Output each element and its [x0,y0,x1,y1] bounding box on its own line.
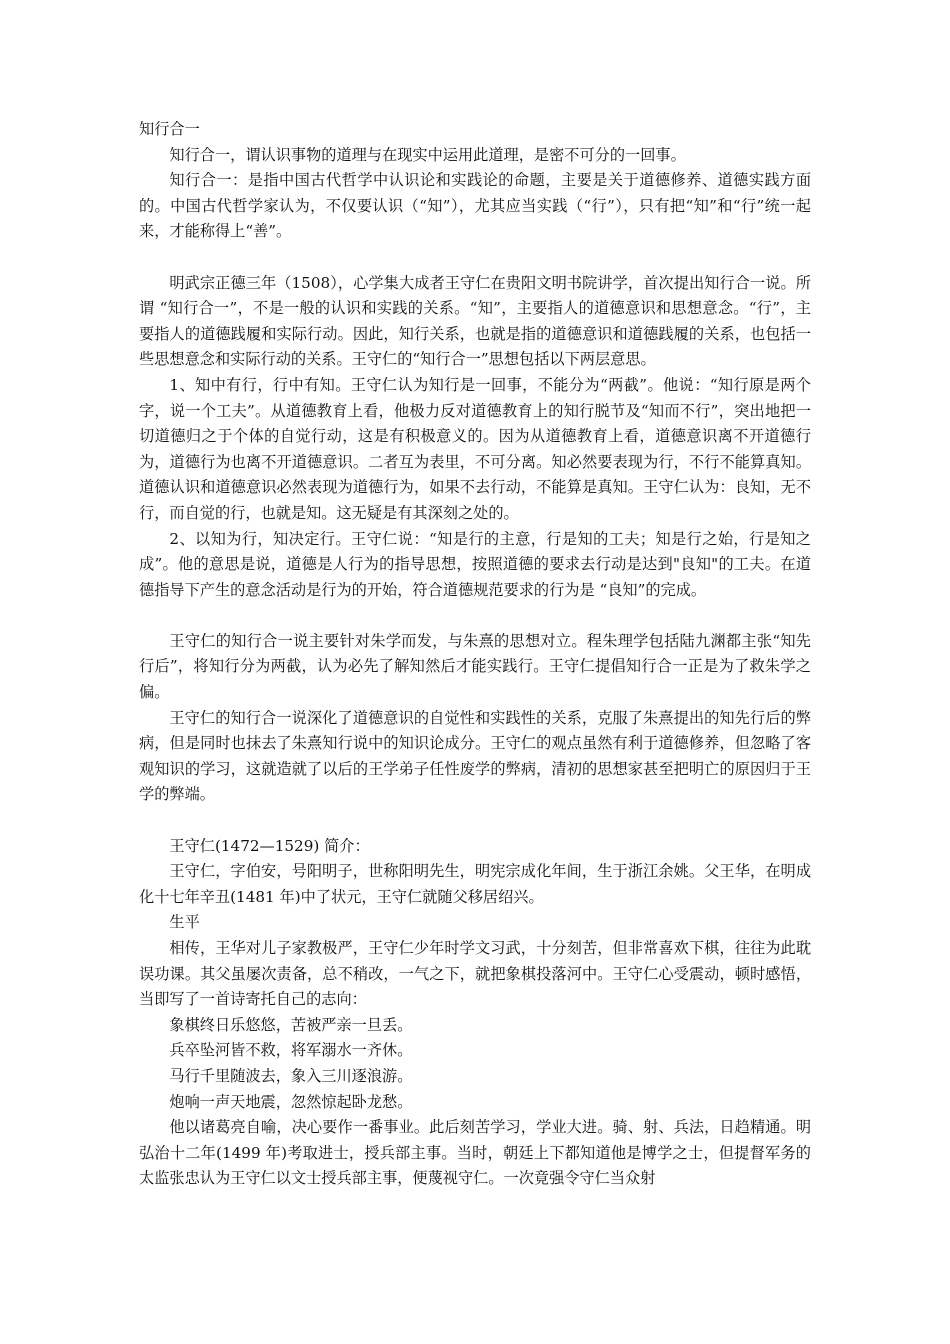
paragraph-definition: 知行合一，谓认识事物的道理与在现实中运用此道理，是密不可分的一回事。 [169,145,686,164]
document-page [139,117,811,1192]
poem-line-4: 炮响一声天地震，忽然惊起卧龙愁。 [169,1092,413,1111]
poem-line-1: 象棋终日乐悠悠，苦被严亲一旦丢。 [169,1015,413,1034]
biography-heading: 王守仁(1472—1529) 简介： [169,836,370,855]
paragraph-history: 明武宗正德三年（1508），心学集大成者王守仁在贵阳文明书院讲学，首次提出知行合一说。所谓 “知行合一”，不是一般的认识和实践的关系。“知”，主要指人的道德意识和思想意念。“行”，主要指人的道德践履和实际行动。因此，知行关系，也就是指的道德意识和道德践履的关系，也包括一些思想意念和实际行动的关系。王守仁的“知行合一”思想包括以下两层意思。 [139,273,811,369]
poem-line-2: 兵卒坠河皆不救，将军溺水一齐休。 [169,1041,413,1060]
poem-line-3: 马行千里随波去，象入三川逐浪游。 [169,1066,413,1085]
paragraph-chess-story: 相传，王华对儿子家教极严，王守仁少年时学文习武，十分刻苦，但非常喜欢下棋，往往为此耽误功课。其父虽屡次责备，总不稍改，一气之下，就把象棋投落河中。王守仁心受震动，顿时感悟，当即写了一首诗寄托自己的志向： [139,939,811,1009]
document-title: 知行合一 [139,120,200,138]
section-heading-life: 生平 [169,913,200,932]
paragraph-evaluation: 王守仁的知行合一说深化了道德意识的自觉性和实践性的关系，克服了朱熹提出的知先行后的弊病，但是同时也抹去了朱熹知行说中的知识论成分。王守仁的观点虽然有利于道德修养，但忽略了客观知识的学习，这就造就了以后的王学弟子任性废学的弊病，清初的思想家甚至把明亡的原因归于王学的弊端。 [139,708,811,804]
paragraph-philosophy: 知行合一：是指中国古代哲学中认识论和实践论的命题，主要是关于道德修养、道德实践方面的。中国古代哲学家认为，不仅要认识（“知”），尤其应当实践（“行”），只有把“知”和“行”统一起来，才能称得上“善”。 [139,171,811,241]
paragraph-zhu-xi: 王守仁的知行合一说主要针对朱学而发，与朱熹的思想对立。程朱理学包括陆九渊都主张“知先行后”，将知行分为两截，认为必先了解知然后才能实践行。王守仁提倡知行合一正是为了救朱学之偏。 [139,631,811,702]
blank-line [139,808,811,834]
blank-line [139,245,811,271]
blank-line [139,603,811,629]
paragraph-point-1: 1、知中有行，行中有知。王守仁认为知行是一回事，不能分为“两截”。他说：“知行原是两个字，说一个工夫”。从道德教育上看，他极力反对道德教育上的知行脱节及“知而不行”，突出地把一切道德归之于个体的自觉行动，这是有积极意义的。因为从道德教育上看，道德意识离不开道德行为，道德行为也离不开道德意识。二者互为表里，不可分离。知必然要表现为行，不行不能算真知。道德认识和道德意识必然表现为道德行为，如果不去行动，不能算是真知。王守仁认为：良知，无不行，而自觉的行，也就是知。这无疑是有其深刻之处的。 [139,375,811,522]
paragraph-point-2: 2、以知为行，知决定行。王守仁说：“知是行的主意，行是知的工夫；知是行之始，行是知之成”。他的意思是说，道德是人行为的指导思想，按照道德的要求去行动是达到"良知"的工夫。在道德指导下产生的意念活动是行为的开始，符合道德规范要求的行为是 “良知”的完成。 [139,529,811,599]
paragraph-career: 他以诸葛亮自喻，决心要作一番事业。此后刻苦学习，学业大进。骑、射、兵法，日趋精通。明弘治十二年(1499 年)考取进士，授兵部主事。当时，朝廷上下都知道他是博学之士，但提督军务的太监张忠认为王守仁以文士授兵部主事，便蔑视守仁。一次竟强令守仁当众射 [139,1118,811,1188]
paragraph-biography: 王守仁，字伯安，号阳明子，世称阳明先生，明宪宗成化年间，生于浙江余姚。父王华，在明成化十七年辛丑(1481 年)中了状元，王守仁就随父移居绍兴。 [139,862,811,906]
